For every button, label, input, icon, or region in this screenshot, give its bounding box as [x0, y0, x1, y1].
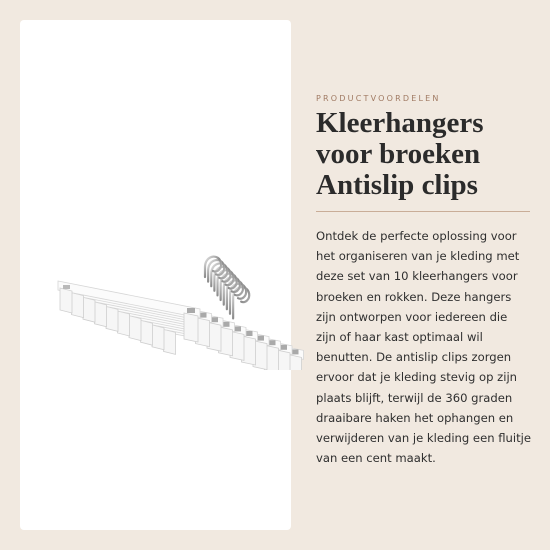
- product-description: [316, 226, 538, 468]
- hangers-product-image: [50, 215, 305, 370]
- product-benefits-panel: [316, 94, 538, 468]
- title-line: Antislip clips: [316, 169, 478, 201]
- product-title: [316, 108, 538, 201]
- title-divider: [316, 211, 530, 212]
- description-line: broeken en rokken. Deze hangers: [316, 289, 512, 304]
- description-line: draaibare haken het ophangen en: [316, 410, 514, 425]
- description-line: deze set van 10 kleerhangers voor: [316, 269, 518, 284]
- description-line: van een cent maakt.: [316, 451, 436, 466]
- description-line: het organiseren van je kleding met: [316, 249, 520, 264]
- title-line: voor broeken: [316, 138, 481, 170]
- description-line: zijn of haar kast optimaal wil: [316, 330, 483, 345]
- description-line: Ontdek de perfecte oplossing voor: [316, 229, 517, 243]
- description-line: plaats blijft, terwijl de 360 graden: [316, 390, 513, 405]
- product-image-card: [20, 20, 291, 530]
- description-line: benutten. De antislip clips zorgen: [316, 350, 512, 365]
- description-line: ervoor dat je kleding stevig op zijn: [316, 370, 518, 385]
- title-line: Kleerhangers: [316, 107, 484, 139]
- description-line: zijn ontworpen voor iedereen die: [316, 309, 508, 324]
- section-eyebrow: PRODUCTVOORDELEN: [316, 94, 441, 103]
- description-line: verwijderen van je kleding een fluitje: [316, 431, 532, 446]
